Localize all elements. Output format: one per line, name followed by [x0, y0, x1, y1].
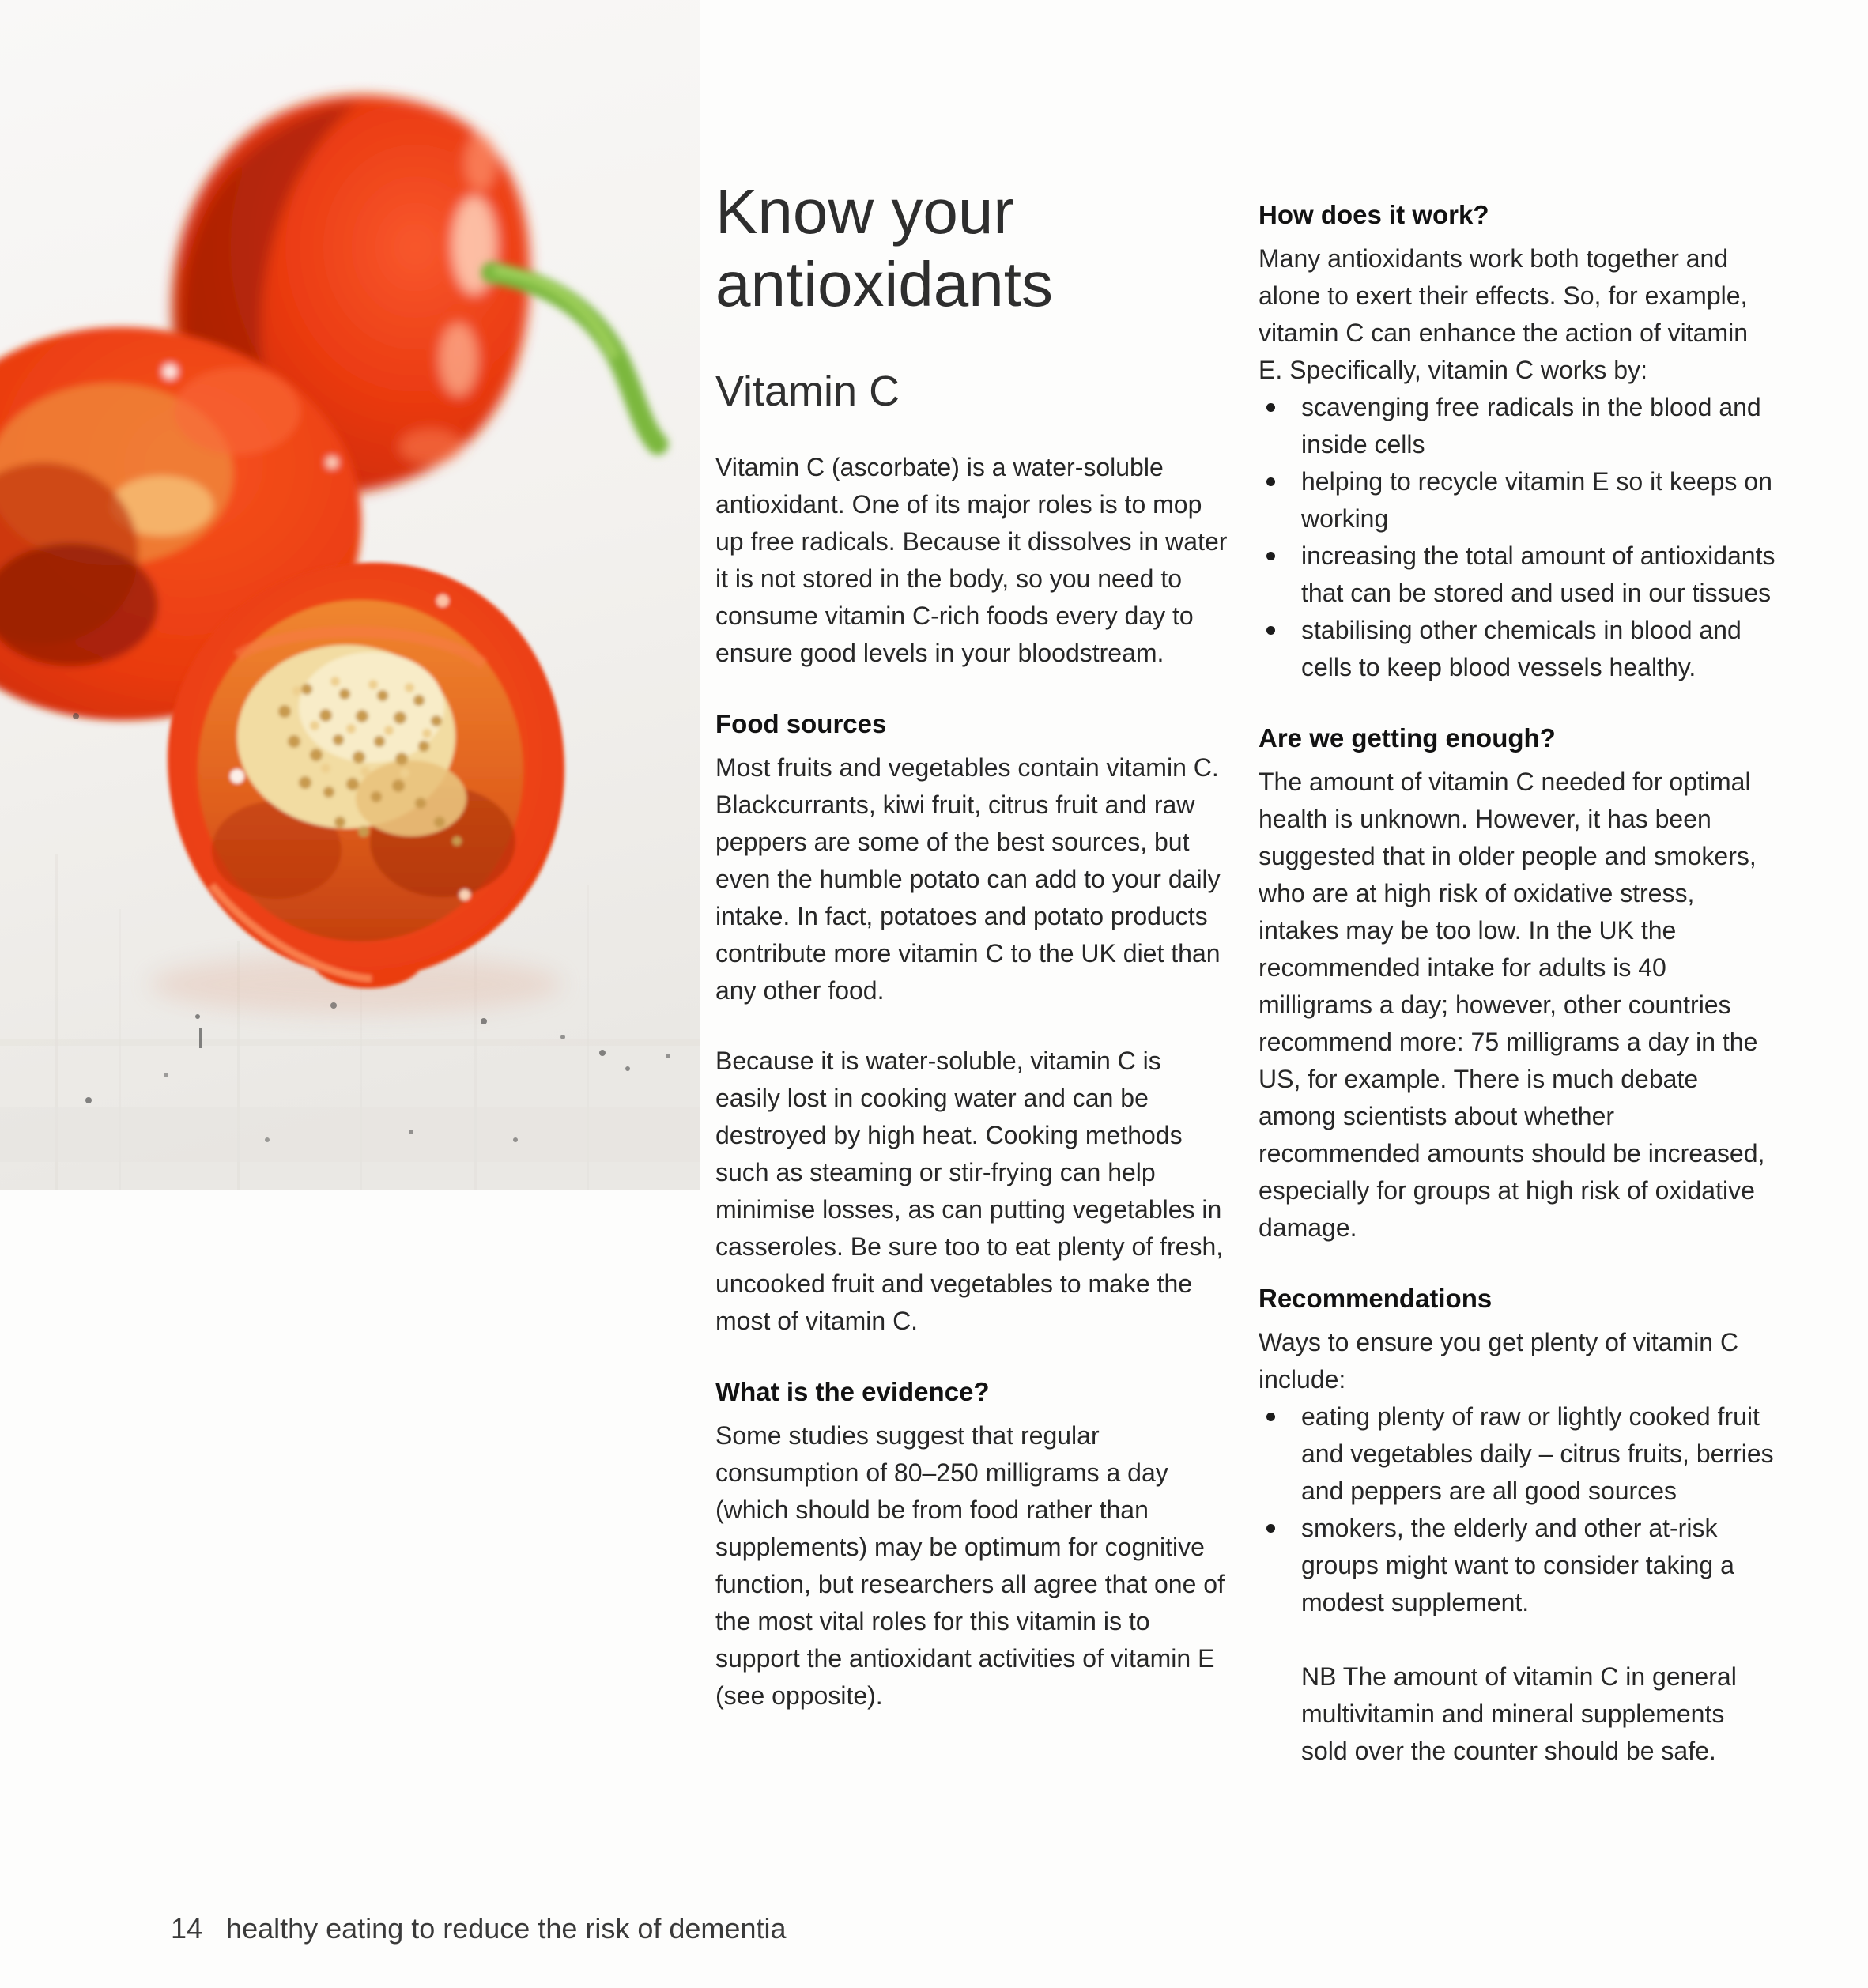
page-footer: [171, 1911, 786, 1946]
vitamin-c-intro: Vitamin C (ascorbate) is a water-soluble antioxidant. One of its major roles is to mop up free radicals. Because it dissolves in water it is not stored in the body, so you need to consume vitamin C-rich foods every day to ensure good levels in your bloodstream.: [715, 453, 1228, 667]
peppers-illustration: [0, 0, 700, 1190]
recommendations-intro: Ways to ensure you get plenty of vitamin C include:: [1259, 1328, 1739, 1394]
page-title: Know your antioxidants: [715, 176, 1053, 319]
getting-enough-para: The amount of vitamin C needed for optimal health is unknown. However, it has been suggested that in older people and smokers, who are at high risk of oxidative stress, intakes may be too low. In the UK the recommended intake for adults is 40 milligrams a day; however, other countries recommend more: 75 milligrams a day in the US, for example. There is much debate among scientists about whether recommended amounts should be increased, especially for groups at high risk of oxidative damage.: [1259, 768, 1765, 1242]
vitamin-c-heading: Vitamin C: [715, 368, 900, 415]
list-item: stabilising other chemicals in blood and cells to keep blood vessels healthy.: [1259, 612, 1776, 686]
nb-note: NB The amount of vitamin C in general multivitamin and mineral supplements sold over the counter should be safe.: [1301, 1662, 1737, 1765]
list-item: smokers, the elderly and other at-risk groups might want to consider taking a modest supplement.: [1259, 1510, 1776, 1621]
middle-column: [715, 175, 1231, 1715]
recommendations-heading: Recommendations: [1259, 1284, 1493, 1313]
how-it-works-heading: How does it work?: [1259, 200, 1489, 229]
list-item: eating plenty of raw or lightly cooked fruit and vegetables daily – citrus fruits, berries and peppers are all good sources: [1259, 1398, 1776, 1510]
right-column: [1259, 196, 1776, 1770]
list-item: helping to recycle vitamin E so it keeps on working: [1259, 463, 1776, 538]
page-number: 14: [171, 1912, 203, 1945]
food-sources-para-2: Because it is water-soluble, vitamin C is easily lost in cooking water and can be destroyed by high heat. Cooking methods such as steaming or stir-frying can help minimise losses, as can putting vegetables in casseroles. Be sure too to eat plenty of fresh, uncooked fruit and vegetables to make the most of vitamin C.: [715, 1047, 1224, 1335]
how-it-works-list: [1259, 389, 1776, 686]
footer-text: healthy eating to reduce the risk of dementia: [226, 1912, 787, 1945]
getting-enough-heading: Are we getting enough?: [1259, 723, 1556, 753]
peppers-photo: [0, 0, 700, 1190]
how-it-works-intro: Many antioxidants work both together and alone to exert their effects. So, for example, vitamin C can enhance the action of vitamin E. Specifically, vitamin C works by:: [1259, 244, 1748, 384]
list-item: increasing the total amount of antioxidants that can be stored and used in our tissues: [1259, 538, 1776, 612]
food-sources-heading: Food sources: [715, 709, 887, 738]
evidence-para: Some studies suggest that regular consumption of 80–250 milligrams a day (which should be from food rather than supplements) may be optimum for cognitive function, but researchers all agree that one of the most vital roles for this vitamin is to support the antioxidant activities of vitamin E (see opposite).: [715, 1421, 1225, 1710]
food-sources-para-1: Most fruits and vegetables contain vitamin C. Blackcurrants, kiwi fruit, citrus fruit and raw peppers are some of the best sources, but even the humble potato can add to your daily intake. In fact, potatoes and potato products contribute more vitamin C to the UK diet than any other food.: [715, 753, 1221, 1005]
evidence-heading: What is the evidence?: [715, 1377, 990, 1406]
list-item: scavenging free radicals in the blood and inside cells: [1259, 389, 1776, 463]
recommendations-list: [1259, 1398, 1776, 1621]
